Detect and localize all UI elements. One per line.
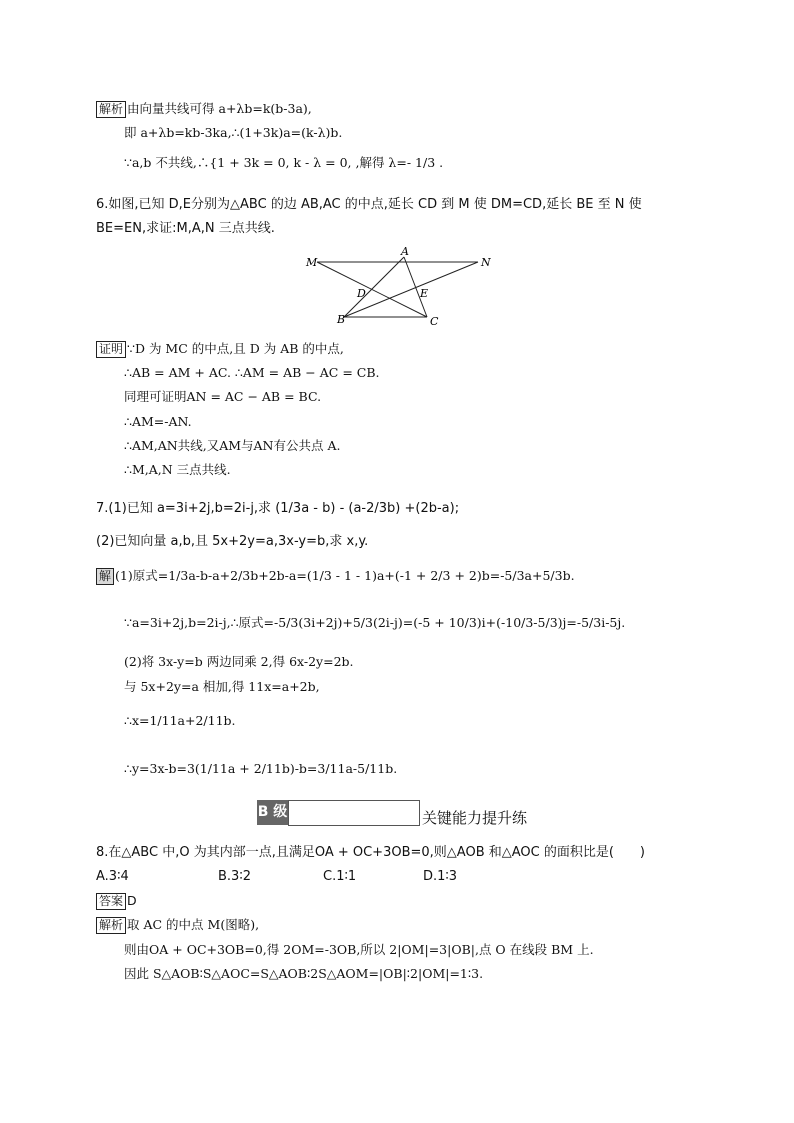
- q7-solution-line1: [96, 567, 575, 585]
- label-A: A: [401, 246, 409, 258]
- q6-proof-line4: ∴AM=-AN.: [124, 414, 192, 429]
- q6-proof-line3: 同理可证明AN = AC − AB = BC.: [124, 389, 322, 404]
- q8-option-d: D.1∶3: [423, 869, 458, 884]
- label-E: E: [420, 287, 429, 300]
- q6-proof-line2: ∴AB = AM + AC. ∴AM = AB − AC = CB.: [124, 365, 380, 380]
- q5-analysis-line1: [96, 100, 312, 118]
- analysis-tag-2: 解析: [96, 917, 126, 934]
- triangle-figure: [300, 246, 500, 330]
- q8-option-c: C.1∶1: [323, 869, 357, 884]
- answer-tag: 答案: [96, 893, 126, 910]
- q8-option-b: B.3∶2: [218, 869, 251, 884]
- q8-analysis-line2: 则由OA + OC+3OB=0,得 2OM=-3OB,所以 2|OM|=3|OB|,点 O 在线段 BM 上.: [124, 942, 594, 957]
- q8-option-a: A.3∶4: [96, 869, 129, 884]
- q7-question-line1: 7.(1)已知 a=3i+2j,b=2i-j,求 (1/3a - b) - (a-2/3b) +(2b-a);: [96, 501, 460, 516]
- q6-proof-text1: ∵D 为 MC 的中点,且 D 为 AB 的中点,: [127, 341, 344, 356]
- q7-solution-line6: ∴y=3x-b=3(1/11a + 2/11b)-b=3/11a-5/11b.: [124, 761, 398, 776]
- q8-answer-line: [96, 892, 137, 910]
- q7-solution-line3: (2)将 3x-y=b 两边同乘 2,得 6x-2y=2b.: [124, 654, 354, 669]
- q7-solution-line2: ∵a=3i+2j,b=2i-j,∴原式=-5/3(3i+2j)+5/3(2i-j)=(-5 + 10/3)i+(-10/3-5/3)j=-5/3i-5j.: [124, 615, 626, 630]
- section-level-badge: B 级: [257, 800, 288, 825]
- q8-analysis-line1: [96, 916, 259, 934]
- q6-question-line2: BE=EN,求证:M,A,N 三点共线.: [96, 221, 275, 236]
- section-title: 关键能力提升练: [422, 809, 528, 827]
- q5-analysis-line2: 即 a+λb=kb-3ka,∴(1+3k)a=(k-λ)b.: [124, 125, 343, 140]
- q5-analysis-line3: ∵a,b 不共线,∴{1 + 3k = 0, k - λ = 0, ,解得 λ=- 1/3 .: [124, 155, 444, 170]
- label-C: C: [430, 315, 439, 328]
- proof-tag: 证明: [96, 341, 126, 358]
- label-M: M: [306, 256, 318, 269]
- q6-question-line1: 6.如图,已知 D,E分别为△ABC 的边 AB,AC 的中点,延长 CD 到 M 使 DM=CD,延长 BE 至 N 使: [96, 197, 642, 212]
- analysis-tag: 解析: [96, 101, 126, 118]
- q7-solution-line5: ∴x=1/11a+2/11b.: [124, 713, 236, 728]
- q6-proof-line6: ∴M,A,N 三点共线.: [124, 462, 231, 477]
- q6-proof-line1: [96, 340, 344, 358]
- q6-proof-line5: ∴AM,AN共线,又AM与AN有公共点 A.: [124, 438, 341, 453]
- label-B: B: [337, 313, 346, 326]
- q7-question-line2: (2)已知向量 a,b,且 5x+2y=a,3x-y=b,求 x,y.: [96, 534, 369, 549]
- label-N: N: [481, 256, 491, 269]
- label-D: D: [357, 287, 366, 300]
- q8-answer-value: D: [127, 893, 137, 908]
- solution-tag: 解: [96, 568, 114, 585]
- q5-analysis-text1: 由向量共线可得 a+λb=k(b-3a),: [127, 101, 312, 116]
- q7-solution-text1: (1)原式=1/3a-b-a+2/3b+2b-a=(1/3 - 1 - 1)a+(-1 + 2/3 + 2)b=-5/3a+5/3b.: [115, 568, 575, 583]
- q8-analysis-text1: 取 AC 的中点 M(图略),: [127, 917, 260, 932]
- q7-solution-line4: 与 5x+2y=a 相加,得 11x=a+2b,: [124, 679, 320, 694]
- section-label-box: [288, 800, 420, 826]
- side-AB: [344, 257, 404, 317]
- q8-analysis-line3: 因此 S△AOB∶S△AOC=S△AOB∶2S△AOM=|OB|∶2|OM|=1∶3.: [124, 966, 484, 981]
- q8-question: 8.在△ABC 中,O 为其内部一点,且满足OA + OC+3OB=0,则△AOB 和△AOC 的面积比是( ): [96, 845, 645, 860]
